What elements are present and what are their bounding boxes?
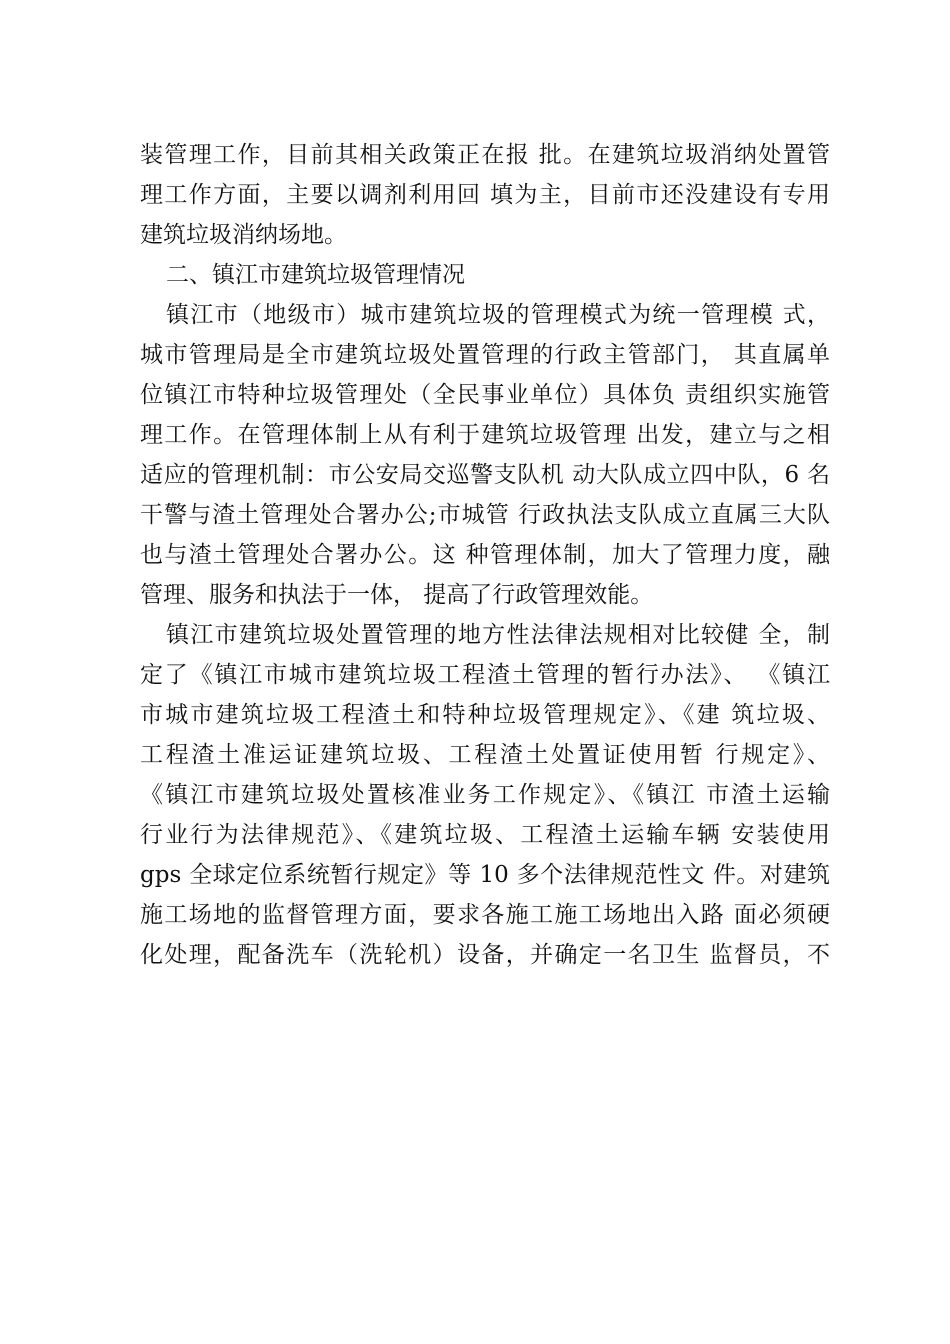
text-line: 理工作方面，主要以调剂利用回 填为主，目前市还没建设有专用 xyxy=(140,182,830,208)
text-line: 建筑垃圾消纳场地。 xyxy=(140,222,347,248)
text-line: 也与渣土管理处合署办公。这 种管理体制，加大了管理力度，融 xyxy=(140,542,830,568)
text-line: 适应的管理机制：市公安局交巡警支队机 动大队成立四中队，6 名 xyxy=(140,462,830,488)
text-line: 行业行为法律规范》、《建筑垃圾、工程渣土运输车辆 安装使用 xyxy=(140,822,830,848)
text-line: 镇江市建筑垃圾处置管理的地方性法律法规相对比较健 全，制 xyxy=(166,622,830,648)
text-line: 装管理工作，目前其相关政策正在报 批。在建筑垃圾消纳处置管 xyxy=(140,142,830,168)
document-body xyxy=(140,135,830,975)
text-line: 工程渣土准运证建筑垃圾、工程渣土处置证使用暂 行规定》、 xyxy=(140,742,830,768)
text-line: 化处理，配备洗车（洗轮机）设备，并确定一名卫生 监督员，不 xyxy=(140,942,830,968)
text-line: gps 全球定位系统暂行规定》等 10 多个法律规范性文 件。对建筑 xyxy=(140,862,830,888)
text-line: 理工作。在管理体制上从有利于建筑垃圾管理 出发，建立与之相 xyxy=(140,422,830,448)
text-line: 《镇江市建筑垃圾处置核准业务工作规定》、《镇江 市渣土运输 xyxy=(140,782,830,808)
text-line: 城市管理局是全市建筑垃圾处置管理的行政主管部门， 其直属单 xyxy=(140,342,830,368)
text-line: 镇江市（地级市）城市建筑垃圾的管理模式为统一管理模 式， xyxy=(166,302,830,328)
text-line: 市城市建筑垃圾工程渣土和特种垃圾管理规定》、《建 筑垃圾、 xyxy=(140,702,830,728)
text-line: 干警与渣土管理处合署办公;市城管 行政执法支队成立直属三大队 xyxy=(140,502,830,528)
text-line: 位镇江市特种垃圾管理处（全民事业单位）具体负 责组织实施管 xyxy=(140,382,830,408)
text-line: 定了《镇江市城市建筑垃圾工程渣土管理的暂行办法》、 《镇江 xyxy=(140,662,830,688)
text-line: 施工场地的监督管理方面，要求各施工施工场地出入路 面必须硬 xyxy=(140,902,830,928)
section-heading: 二、镇江市建筑垃圾管理情况 xyxy=(166,262,465,288)
text-line: 管理、服务和执法于一体， 提高了行政管理效能。 xyxy=(140,582,654,608)
